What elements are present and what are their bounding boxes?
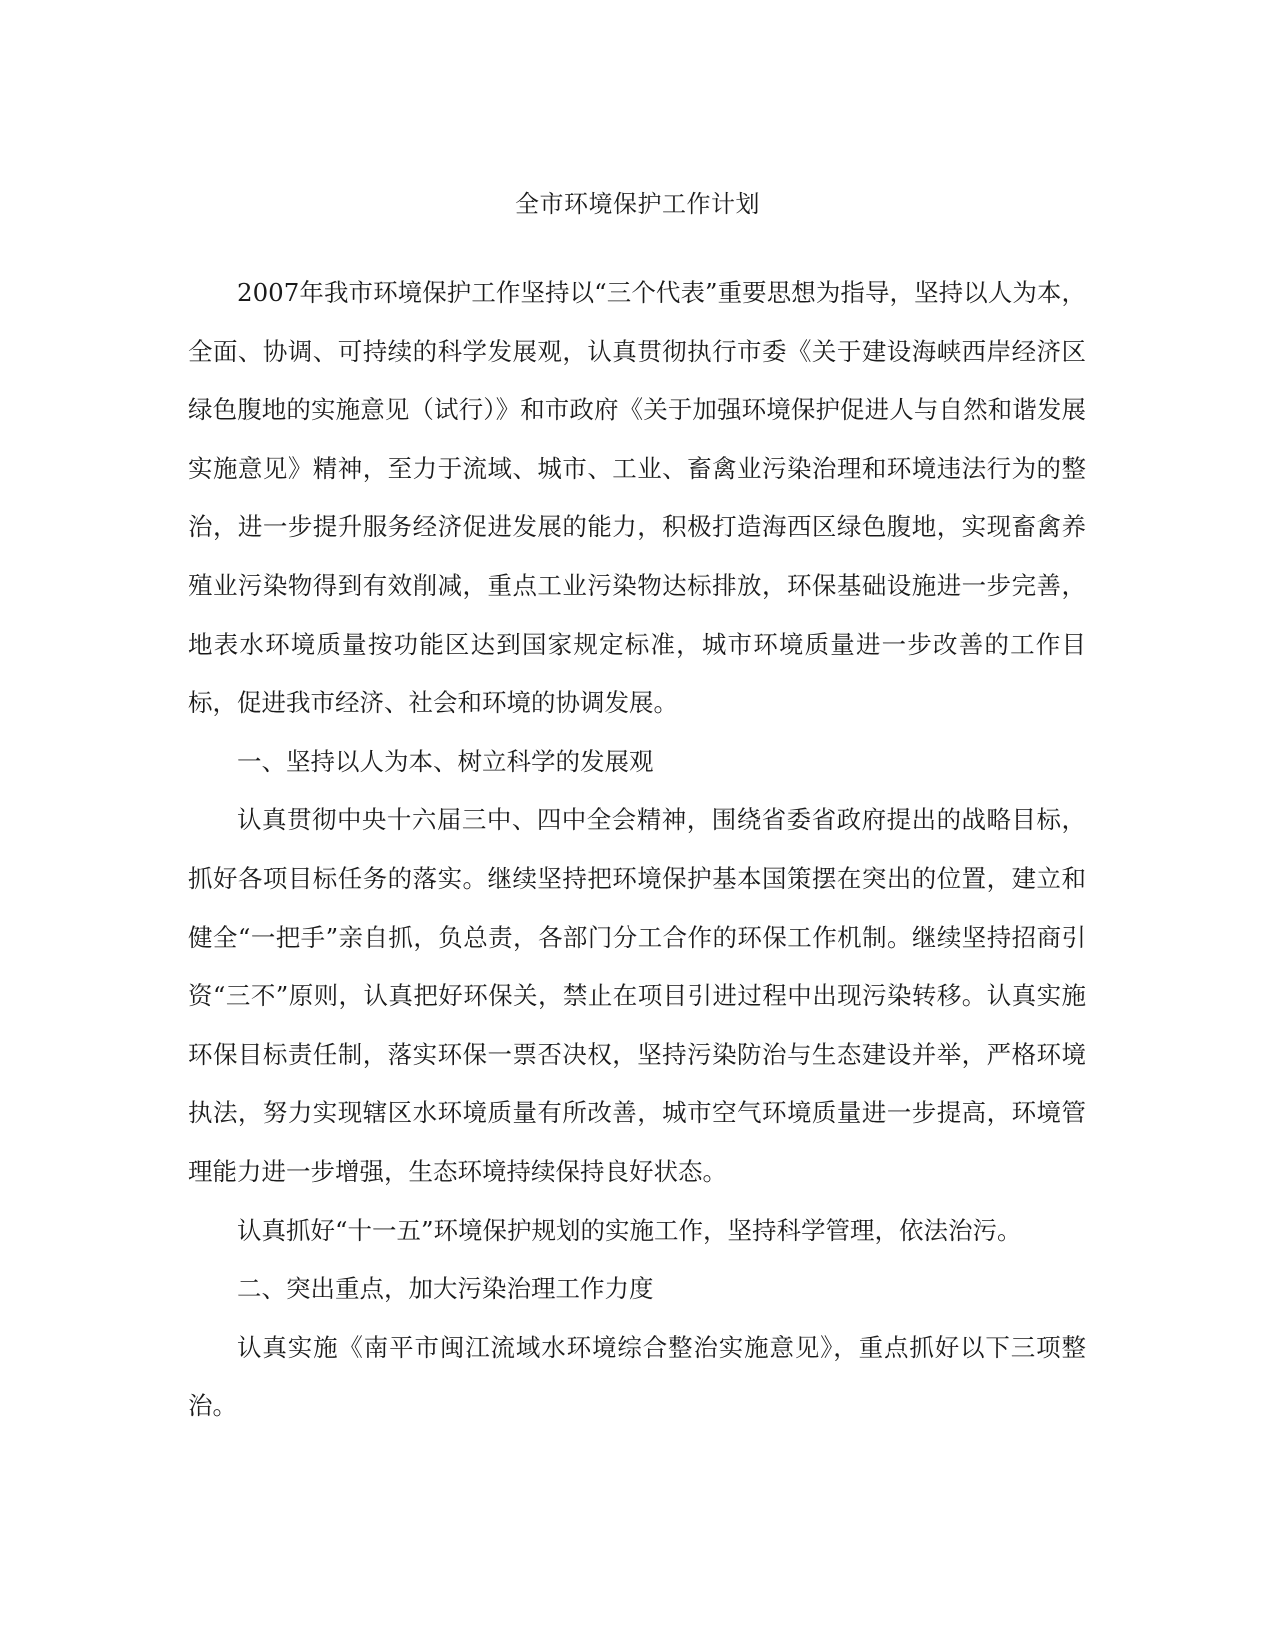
section-2-paragraph: 认真实施《南平市闽江流域水环境综合整治实施意见》，重点抓好以下三项整治。 <box>188 1332 1086 1421</box>
document-title: 全市环境保护工作计划 <box>515 190 760 218</box>
document-body <box>188 264 1086 1436</box>
section-1-paragraph: 认真贯彻中央十六届三中、四中全会精神，围绕省委省政府提出的战略目标，抓好各项目标任务的落实。继续坚持把环境保护基本国策摆在突出的位置，建立和健全“一把手”亲自抓，负总责，各部门分工合作的环保工作机制。继续坚持招商引资“三不”原则，认真把好环保关，禁止在项目引进过程中出现污染转移。认真实施环保目标责任制，落实环保一票否决权，坚持污染防治与生态建设并举，严格环境执法，努力实现辖区水环境质量有所改善，城市空气环境质量进一步提高，环境管理能力进一步增强，生态环境持续保持良好状态。 <box>188 805 1086 1186</box>
section-1-paragraph-2: 认真抓好“十一五”环境保护规划的实施工作，坚持科学管理，依法治污。 <box>237 1215 1022 1245</box>
intro-paragraph: 2007年我市环境保护工作坚持以“三个代表”重要思想为指导，坚持以人为本，全面、协调、可持续的科学发展观，认真贯彻执行市委《关于建设海峡西岸经济区绿色腹地的实施意见（试行）》和市政府《关于加强环境保护促进人与自然和谐发展实施意见》精神，至力于流域、城市、工业、畜禽业污染治理和环境违法行为的整治，进一步提升服务经济促进发展的能力，积极打造海西区绿色腹地，实现畜禽养殖业污染物得到有效削减，重点工业污染物达标排放，环保基础设施进一步完善，地表水环境质量按功能区达到国家规定标准，城市环境质量进一步改善的工作目标，促进我市经济、社会和环境的协调发展。 <box>188 278 1086 718</box>
section-heading-1: 一、坚持以人为本、树立科学的发展观 <box>237 746 654 776</box>
section-heading-2: 二、突出重点，加大污染治理工作力度 <box>237 1274 654 1304</box>
